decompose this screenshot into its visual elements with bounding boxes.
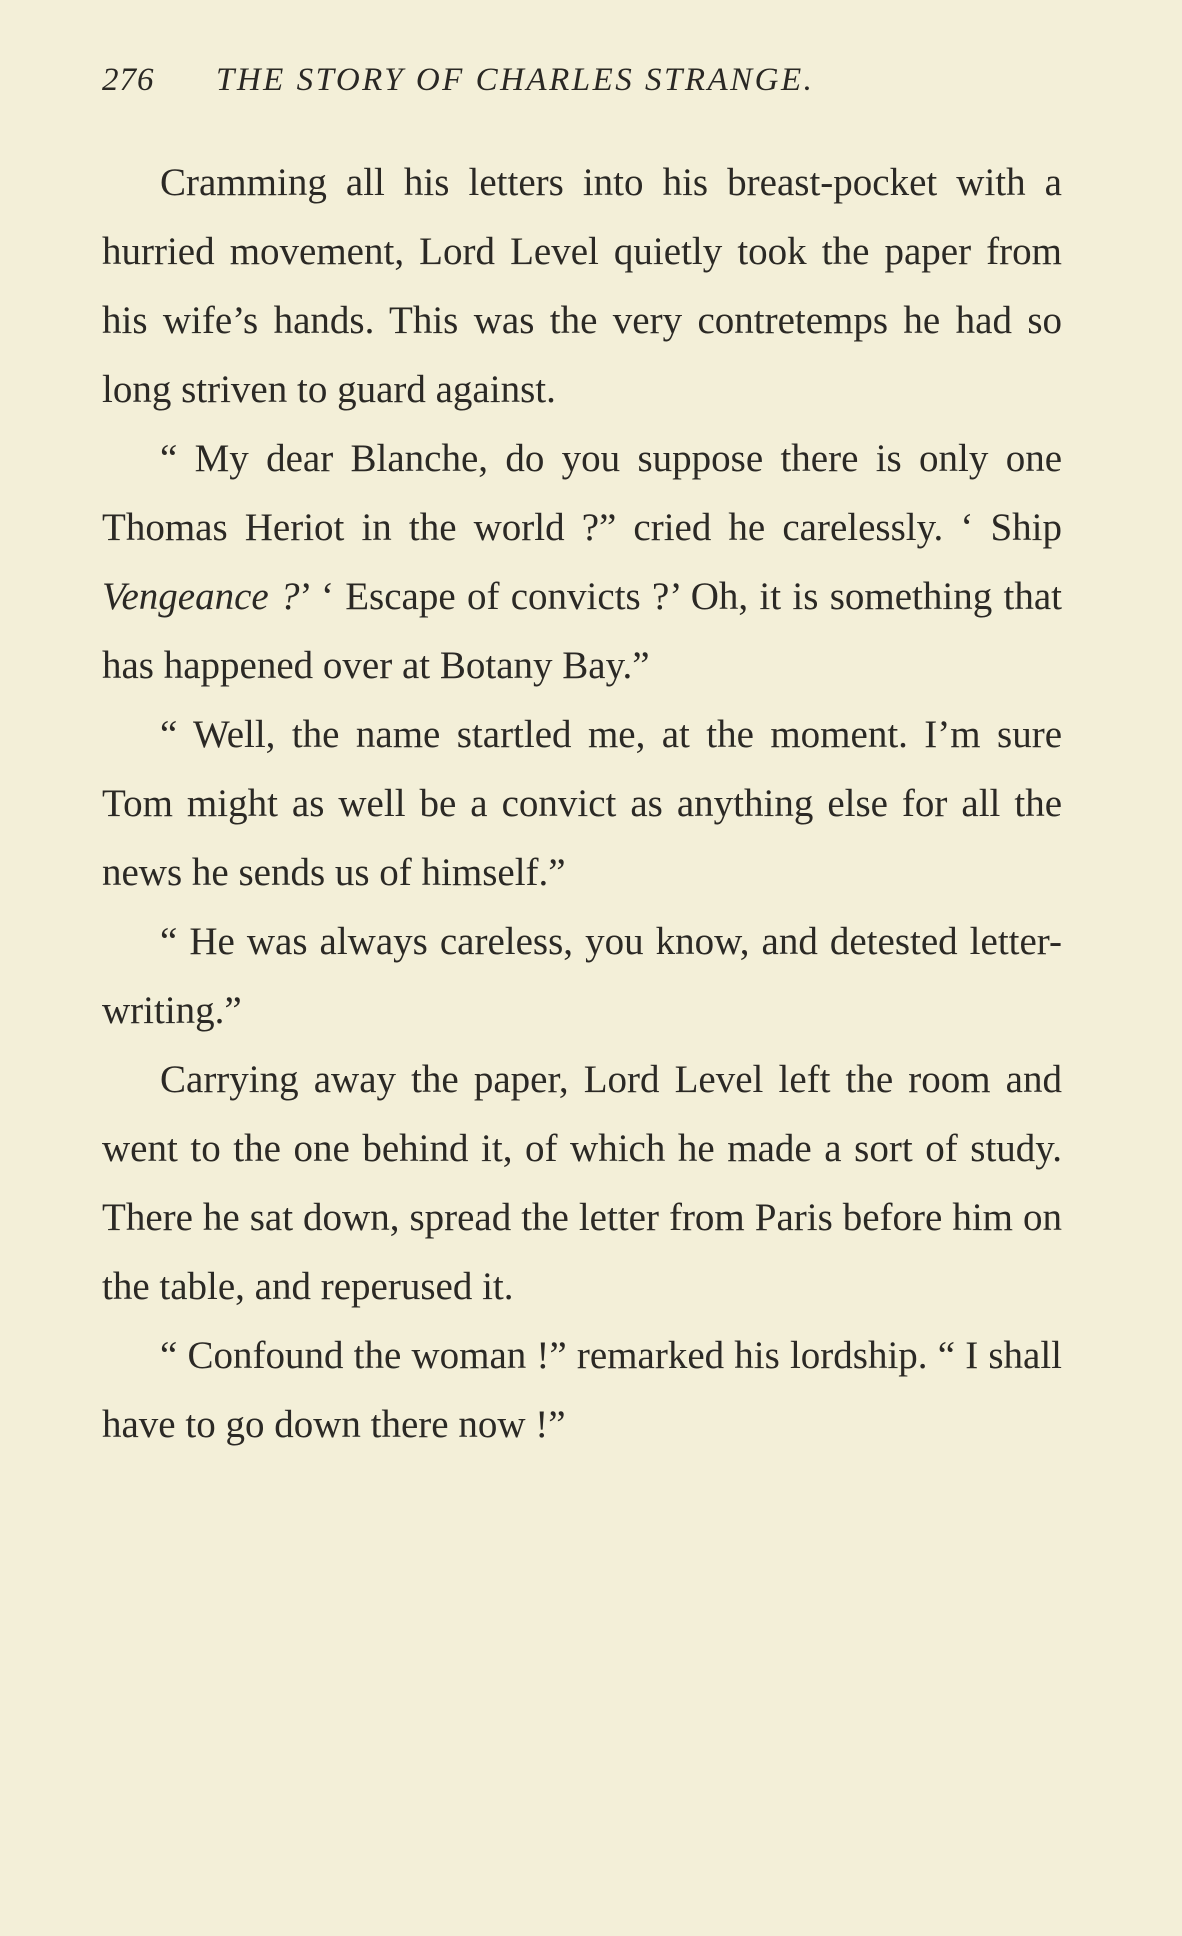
- body-text: [102, 148, 1062, 1459]
- paragraph-6: “ Confound the woman !” remarked his lordship. “ I shall have to go down there now !”: [102, 1334, 1062, 1446]
- paragraph-5: Carrying away the paper, Lord Level left the room and went to the one behind it, of which he made a sort of study. There he sat down, spread the letter from Paris before him on the table, and reperused it.: [102, 1058, 1062, 1308]
- page-number: 276: [102, 62, 155, 98]
- paragraph-3: “ Well, the name startled me, at the moment. I’m sure Tom might as well be a convict as anything else for all the news he sends us of himself.”: [102, 713, 1062, 894]
- running-head: [102, 62, 1062, 106]
- running-title: THE STORY OF CHARLES STRANGE.: [216, 62, 815, 98]
- paragraph-4: “ He was always careless, you know, and detested letter-writing.”: [102, 920, 1062, 1032]
- paragraph-2: [102, 424, 1062, 700]
- paragraph-1: Cramming all his letters into his breast-pocket with a hurried movement, Lord Level quietly took the paper from his wife’s hands. This was the very contretemps he had so long striven to guard against.: [102, 161, 1062, 411]
- ship-name-italic: Vengeance ?: [102, 575, 300, 618]
- paragraph-2-part-3: ’ ‘ Escape of convicts ?’ Oh, it is something that has happened over at Botany Bay.”: [102, 575, 1062, 687]
- paragraph-2-part-1: “ My dear Blanche, do you suppose there is only one Thomas Heriot in the world ?” cried he carelessly. ‘ Ship: [102, 437, 1062, 549]
